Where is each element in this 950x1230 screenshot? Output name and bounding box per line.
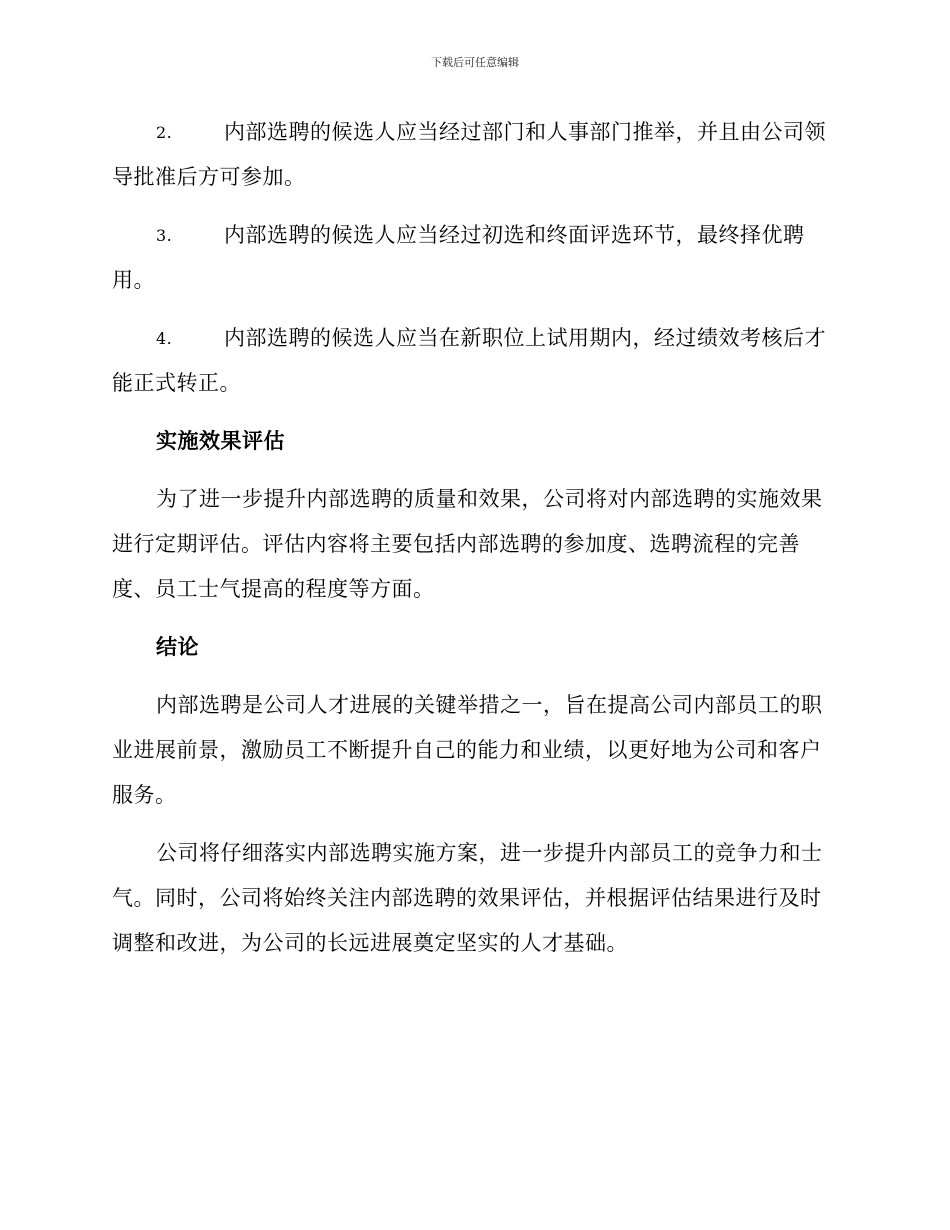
list-item [112,110,840,200]
list-item-text: 内部选聘的候选人应当在新职位上试用期内，经过绩效考核后才能正式转正。 [112,326,826,395]
list-item-number: 2. [156,123,173,142]
list-item [112,316,840,406]
list-item-text: 内部选聘的候选人应当经过初选和终面评选环节，最终择优聘用。 [112,223,805,292]
page-header: 下载后可任意编辑 [431,56,519,69]
document-body [112,110,840,979]
list-item-number: 3. [156,226,173,245]
list-item [112,213,840,303]
section-heading-conclusion: 结论 [156,635,199,659]
list-item-text: 内部选聘的候选人应当经过部门和人事部门推举，并且由公司领导批准后方可参加。 [112,120,826,189]
paragraph: 为了进一步提升内部选聘的质量和效果，公司将对内部选聘的实施效果进行定期评估。评估内容将主要包括内部选聘的参加度、选聘流程的完善度、员工士气提高的程度等方面。 [112,487,823,601]
section-heading-evaluation: 实施效果评估 [156,429,285,453]
paragraph: 公司将仔细落实内部选聘实施方案，进一步提升内部员工的竞争力和士气。同时，公司将始终关注内部选聘的效果评估，并根据评估结果进行及时调整和改进，为公司的长远进展奠定坚实的人才基础。 [112,841,823,955]
list-item-number: 4. [156,329,173,348]
paragraph: 内部选聘是公司人才进展的关键举措之一，旨在提高公司内部员工的职业进展前景，激励员工不断提升自己的能力和业绩，以更好地为公司和客户服务。 [112,693,823,807]
